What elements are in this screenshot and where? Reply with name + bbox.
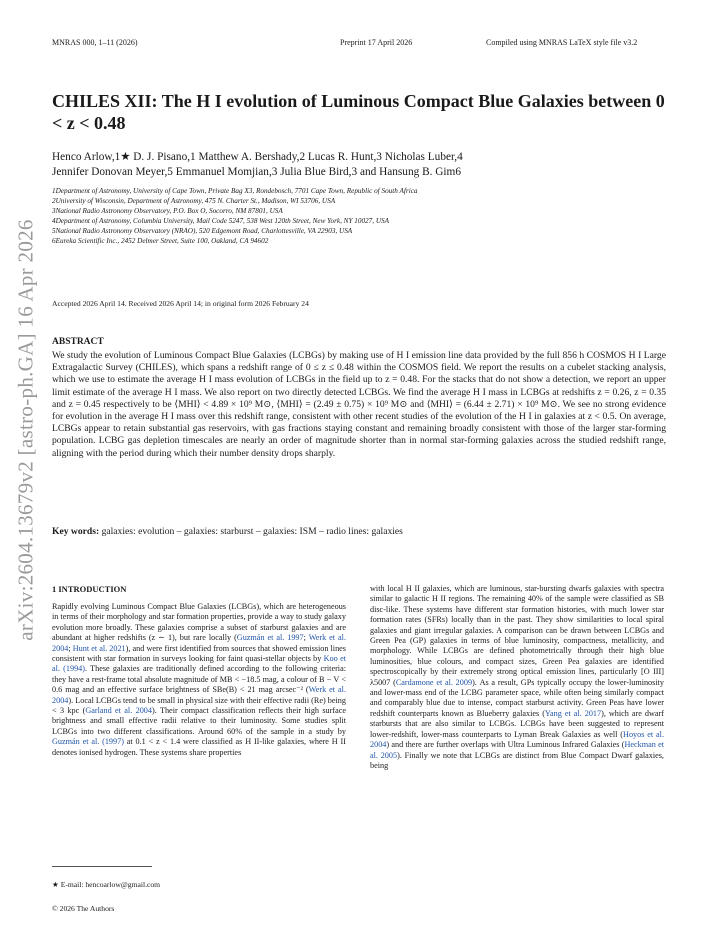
affiliation-2: 2University of Wisconsin, Department of Astronomy, 475 N. Charter St., Madison, WI 53706, USA — [52, 197, 336, 205]
authors-line-2: Jennifer Donovan Meyer,5 Emmanuel Momjian,3 Julia Blue Bird,3 and Hansung B. Gim6 — [52, 166, 461, 178]
affiliation-3: 3National Radio Astronomy Observatory, P.O. Box O, Socorro, NM 87801, USA — [52, 207, 283, 215]
affiliation-5: 5National Radio Astronomy Observatory (NRAO), 520 Edgemont Road, Charlottesville, VA 22903, USA — [52, 227, 353, 235]
intro-column-left — [52, 602, 346, 758]
arxiv-stamp-text: arXiv:2604.13679v2 [astro-ph.GA] 16 Apr 2026 — [13, 219, 38, 641]
citation-link[interactable]: Koo et al. (1994) — [52, 654, 346, 674]
arxiv-stamp — [10, 219, 42, 641]
body-text: ), and were first identified from sources that showed emission lines consistent with star formation in surveys looking for faint quasi-stellar objects by — [52, 643, 346, 664]
author-list — [52, 150, 672, 180]
body-text: with local H II galaxies, which are luminous, star-bursting dwarfs galaxies with spectra similar to galactic H II regions. The remaining 40% of the sample were classified as SB disc-like. These systems have different star formation histories, with much lower star formation rates (SFRs) locally than in the past. They show similarities to local spiral galaxies and giant irregular galaxies. A comparison can be drawn between LCBGs and Green Pea (GP) galaxies in terms of blue luminosity, compactness, metallicity, and morphology. While LCBGs are defined photometrically through their high blue luminosities, blue colours, and compact sizes, Green Pea galaxies are identified spectroscopically by their extremely strong optical emission lines, particularly [O III] λ5007 ( — [370, 584, 664, 687]
body-text: at 0.1 < z < 1.4 were classified as H II-like galaxies, where H II denotes ionised hydrogen. These systems share properties — [52, 737, 346, 757]
accepted-line: Accepted 2026 April 14. Received 2026 April 14; in original form 2026 February 24 — [52, 299, 309, 308]
body-text: . These galaxies are traditionally defined according to the following criteria: they have a rest-frame total absolute magnitude of MB < −18.5 mag, a colour of B − V < 0.6 mag and an effective surface brightness of SBe(B) < 21 mag arcsec⁻² ( — [52, 664, 346, 695]
affiliation-4: 4Department of Astronomy, Columbia University, Mail Code 5247, 538 West 120th Street, New York, NY 10027, USA — [52, 217, 390, 225]
authors-line-1: Henco Arlow,1★ D. J. Pisano,1 Matthew A. Bershady,2 Lucas R. Hunt,3 Nicholas Luber,4 — [52, 151, 463, 163]
abstract-heading: ABSTRACT — [52, 337, 104, 347]
citation-link[interactable]: Cardamone et al. 2009 — [395, 677, 473, 687]
citation-link[interactable]: Heckman et al. 2005 — [370, 740, 664, 760]
footnote-email: ★ E-mail: hencoarlow@gmail.com — [52, 880, 161, 889]
citation-link[interactable]: Werk et al. 2004 — [52, 685, 346, 705]
affiliation-1: 1Department of Astronomy, University of Cape Town, Private Bag X3, Rondebosch, 7701 Cape Town, Republic of South Africa — [52, 187, 418, 195]
abstract-text: We study the evolution of Luminous Compact Blue Galaxies (LCBGs) by making use of H I emission line data provided by the full 856 h COSMOS H I Large Extragalactic Survey (CHILES), which spans a redshift range of 0 ≤ z ≤ 0.48 within the COSMOS field. We report the results on a cubelet stacking analysis, which we use to estimate the average H I mass evolution of LCBGs in the field up to z = 0.48. For the stacks that do not show a detection, we report an upper limit estimate of the average H I mass. We also report on two directly detected LCBGs. We find the average H I mass in LCBGs at redshifts z = 0.26, z = 0.35 and z = 0.45 respectively to be ⟨MHI⟩ < 4.89 × 10⁹ M⊙, ⟨MHI⟩ = (2.49 ± 0.75) × 10⁹ M⊙ and ⟨MHI⟩ = (6.44 ± 2.71) × 10⁹ M⊙. We see no strong evidence for evolution in the average H I mass over this redshift range, consistent with other recent studies of the evolution of the H I in galaxies at z < 0.5. On average, LCBGs appear to retain substantial gas reservoirs, with gas fractions staying constant and remaining broadly consistent with those of the larger star-forming population. LCBG gas depletion timescales are nearly an order of magnitude shorter than in normal star-forming galaxies across the studied redshift range, aligning with the period during which their number density drops sharply. — [52, 350, 666, 459]
body-text: ; — [68, 643, 73, 653]
citation-link[interactable]: Hoyos et al. 2004 — [370, 729, 665, 750]
citation-link[interactable]: Garland et al. 2004 — [85, 706, 152, 716]
body-text: ), which are dwarf starbursts that are also similar to LCBGs. LCBGs have been suggested to represent lower-redshift, lower-mass counterparts to Lyman Break Galaxies as well ( — [370, 708, 665, 739]
keywords — [52, 526, 666, 537]
body-text: ). As a result, GPs typically occupy the lower-luminosity and lower-mass end of the LCBG parameter space, while often being similarly compact and comparably blue due to intense, compact starburst activity. Green Peas have lower redshift counterparts known as Blueberry galaxies ( — [370, 677, 664, 718]
body-text: ). Finally we note that LCBGs are distinct from Blue Compact Dwarf galaxies, being — [370, 750, 664, 770]
intro-column-right — [370, 584, 664, 771]
body-text: ; — [303, 633, 309, 643]
citation-link[interactable]: Guzmán et al. (1997) — [52, 737, 124, 747]
body-text: Rapidly evolving Luminous Compact Blue Galaxies (LCBGs), which are heterogeneous in terms of their morphology and star formation properties, provide a way to study galaxy evolution more broadly. These galaxies comprise a subset of starburst galaxies and are abundant at higher redshifts (z ∼ 1), but rare locally ( — [52, 602, 346, 643]
footnote-rule — [52, 866, 152, 867]
section-heading-introduction: 1 INTRODUCTION — [52, 584, 127, 594]
keywords-label: Key words: — [52, 526, 100, 537]
affiliations — [52, 186, 672, 246]
body-text: ) and there are further overlaps with Ultra Luminous Infrared Galaxies ( — [386, 740, 625, 750]
paper-title: CHILES XII: The H I evolution of Luminous Compact Blue Galaxies between 0 < z < 0.48 — [52, 91, 665, 133]
keywords-text: galaxies: evolution – galaxies: starburst – galaxies: ISM – radio lines: galaxies — [101, 526, 403, 537]
citation-link[interactable]: Hunt et al. 2021 — [72, 643, 126, 653]
compiled-note: Compiled using MNRAS LaTeX style file v3.2 — [486, 38, 638, 47]
preprint-date: Preprint 17 April 2026 — [340, 38, 413, 47]
citation-link[interactable]: Guzmán et al. 1997 — [236, 633, 304, 643]
journal-ref: MNRAS 000, 1–11 (2026) — [52, 38, 138, 47]
body-text: ). Local LCBGs tend to be small in physical size with their effective radii (Re) being < 3 kpc ( — [52, 695, 346, 716]
body-text: ). Their compact classification reflects their high surface brightness and small effective radii relative to their luminosity. Some studies split LCBGs into two different classifications. Around 60% of the sample in a study by — [52, 706, 347, 736]
citation-link[interactable]: Yang et al. 2017 — [544, 708, 602, 718]
affiliation-6: 6Eureka Scientific Inc., 2452 Delmer Street, Suite 100, Oakland, CA 94602 — [52, 237, 269, 245]
copyright: © 2026 The Authors — [52, 904, 115, 913]
citation-link[interactable]: Werk et al. 2004 — [52, 633, 346, 653]
